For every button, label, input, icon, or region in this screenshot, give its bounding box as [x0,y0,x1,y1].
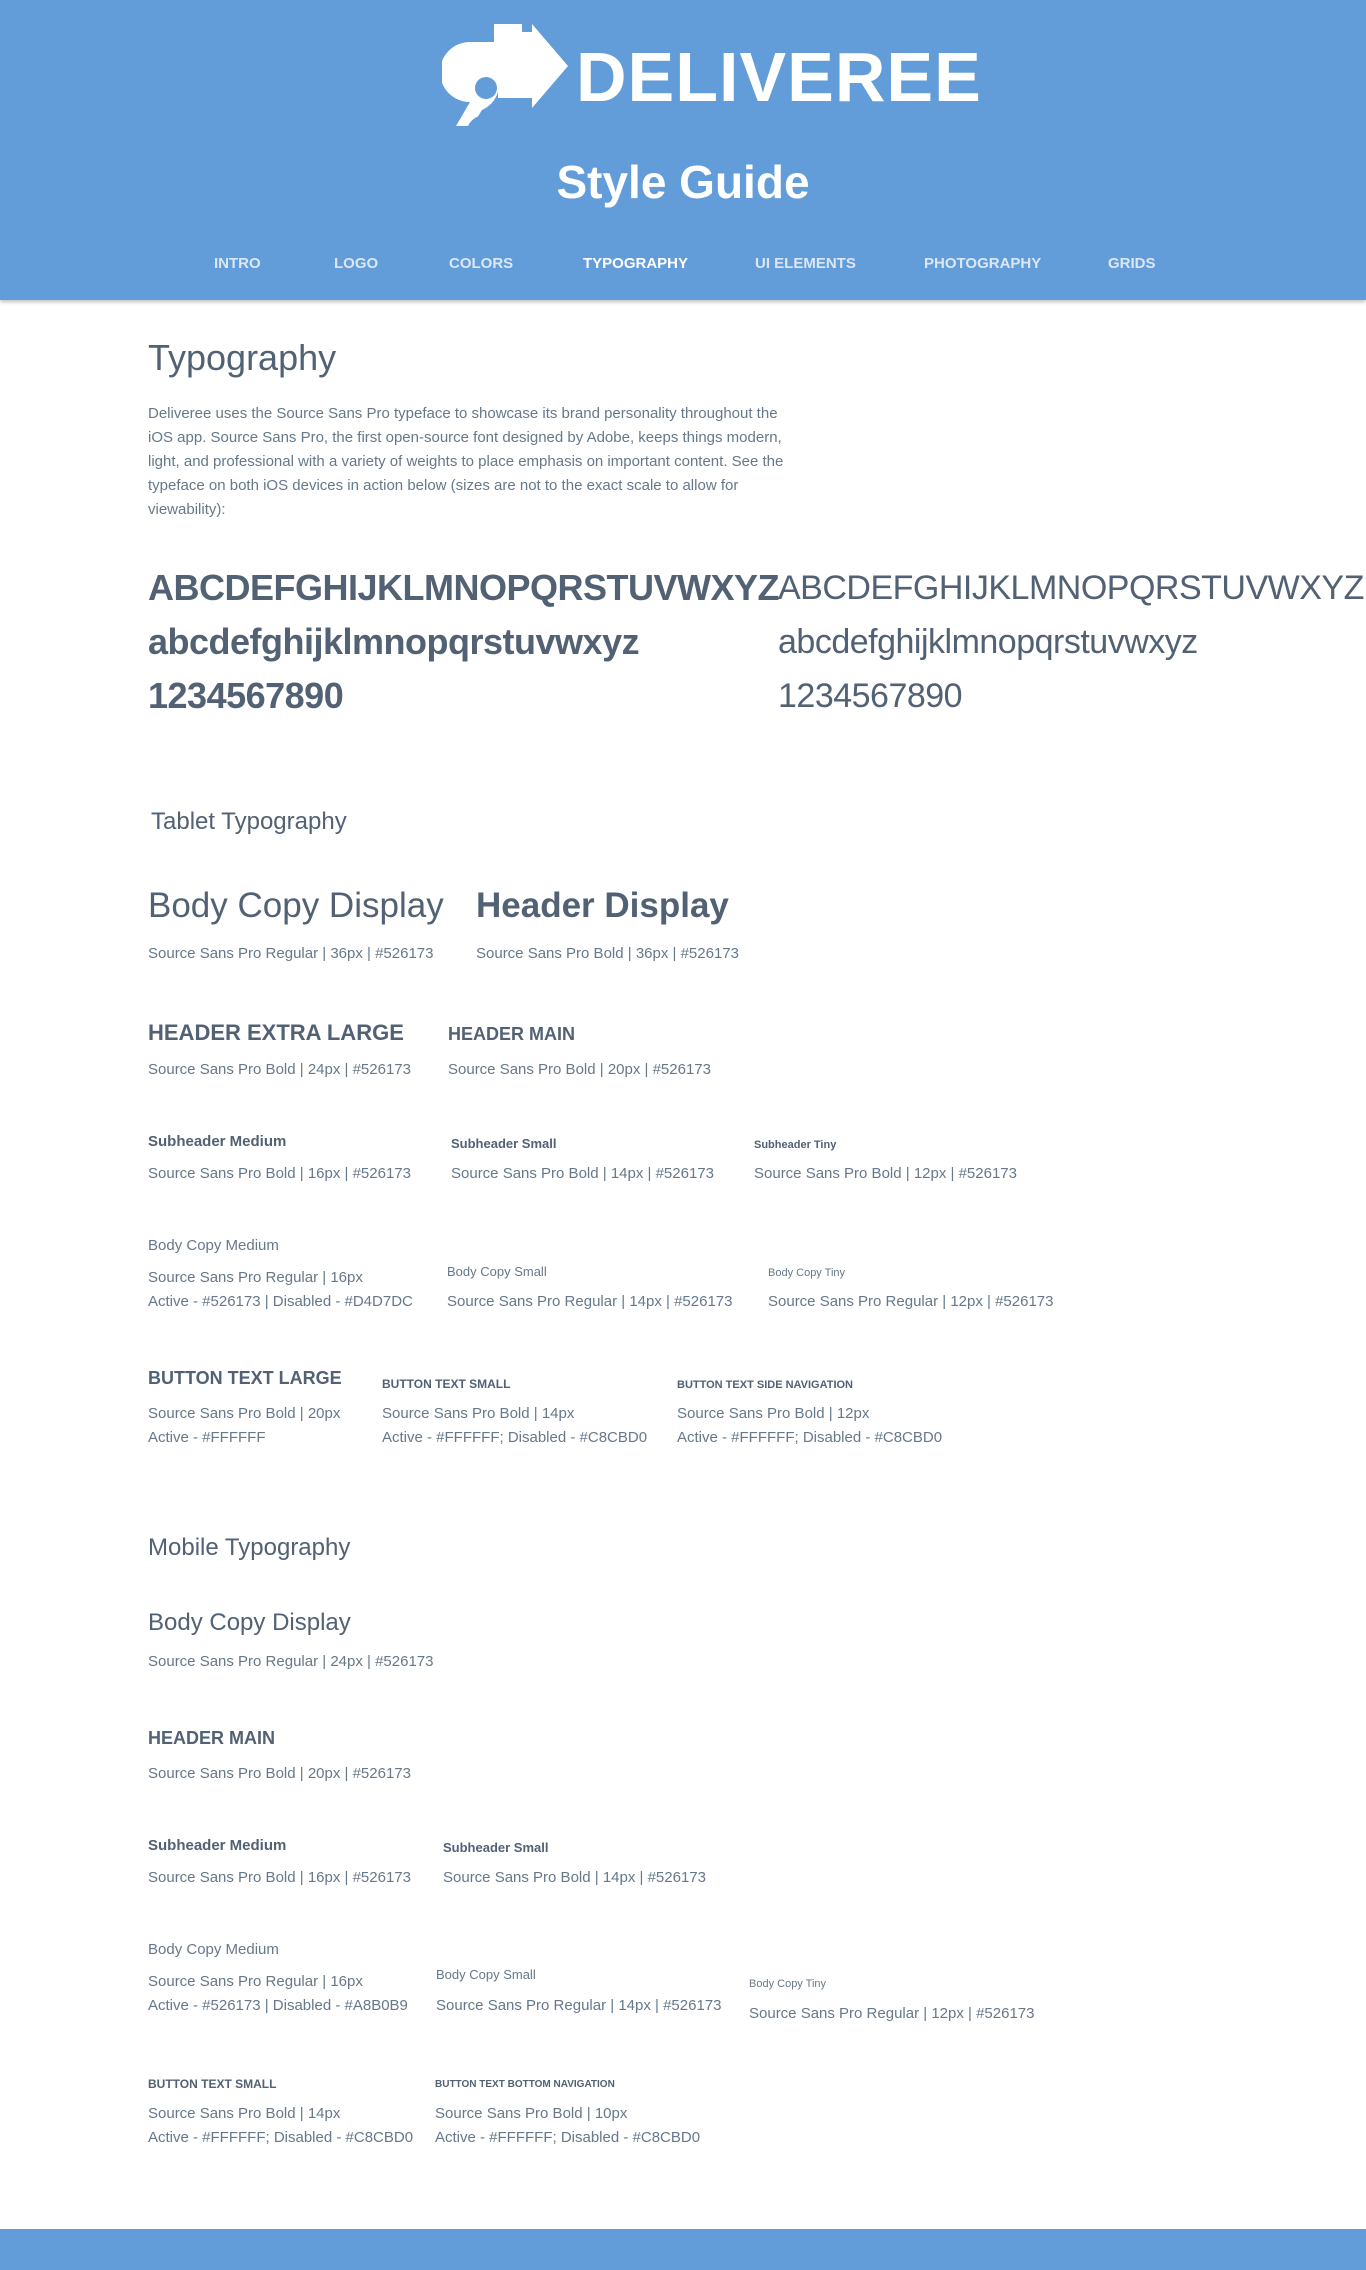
mobile-sub-small-spec: Source Sans Pro Bold | 14px | #526173 [443,1869,706,1886]
mobile-btn-small-colors: Active - #FFFFFF; Disabled - #C8CBD0 [148,2129,414,2146]
mobile-body-small-spec: Source Sans Pro Regular | 14px | #526173 [436,1997,722,2014]
page-title: Typography [148,337,337,378]
footer-bar [0,2229,1366,2270]
tablet-body-display-label: Body Copy Display [148,886,444,925]
tablet-body-medium-colors: Active - #526173 | Disabled - #D4D7DC [148,1293,413,1310]
mobile-body-small-label: Body Copy Small [436,1967,536,1982]
tablet-btn-side-spec: Source Sans Pro Bold | 12px [677,1405,870,1422]
tablet-body-display-spec: Source Sans Pro Regular | 36px | #526173 [148,945,434,962]
tablet-btn-small-label: BUTTON TEXT SMALL [382,1377,511,1391]
tablet-btn-side-label: BUTTON TEXT SIDE NAVIGATION [677,1379,854,1391]
mobile-sub-medium-label: Subheader Medium [148,1837,287,1854]
mobile-btn-bottom-spec: Source Sans Pro Bold | 10px [435,2105,628,2122]
tablet-btn-large-colors: Active - #FFFFFF [148,1429,266,1446]
tablet-btn-small-spec: Source Sans Pro Bold | 14px [382,1405,575,1422]
tablet-sub-tiny-spec: Source Sans Pro Bold | 12px | #526173 [754,1165,1017,1182]
tablet-btn-side-colors: Active - #FFFFFF; Disabled - #C8CBD0 [677,1429,943,1446]
site-header [0,0,1366,300]
mobile-sub-small-label: Subheader Small [443,1840,549,1855]
tablet-body-medium-spec: Source Sans Pro Regular | 16px [148,1269,363,1286]
nav-ui-elements[interactable]: UI ELEMENTS [755,255,856,272]
mobile-body-medium-spec: Source Sans Pro Regular | 16px [148,1973,363,1990]
specimen-regular-digits: 1234567890 [778,677,963,715]
mobile-body-medium-label: Body Copy Medium [148,1941,279,1958]
brand-name: DELIVEREE [576,38,982,116]
mobile-body-tiny-spec: Source Sans Pro Regular | 12px | #526173 [749,2005,1035,2022]
mobile-btn-bottom-label: BUTTON TEXT BOTTOM NAVIGATION [435,2079,615,2090]
tablet-heading: Tablet Typography [151,808,347,835]
mobile-header-main-label: HEADER MAIN [148,1728,276,1748]
tablet-sub-medium-spec: Source Sans Pro Bold | 16px | #526173 [148,1165,411,1182]
nav-photography[interactable]: PHOTOGRAPHY [924,255,1042,272]
mobile-btn-small-spec: Source Sans Pro Bold | 14px [148,2105,341,2122]
tablet-sub-tiny-label: Subheader Tiny [754,1139,837,1151]
mobile-body-display-spec: Source Sans Pro Regular | 24px | #526173 [148,1653,434,1670]
tablet-body-tiny-spec: Source Sans Pro Regular | 12px | #526173 [768,1293,1054,1310]
specimen-regular-lower: abcdefghijklmnopqrstuvwxyz [778,623,1198,661]
mobile-header-main-spec: Source Sans Pro Bold | 20px | #526173 [148,1765,411,1782]
mobile-btn-bottom-colors: Active - #FFFFFF; Disabled - #C8CBD0 [435,2129,701,2146]
nav-logo[interactable]: LOGO [334,255,379,272]
nav-colors[interactable]: COLORS [449,255,514,272]
nav-intro[interactable]: INTRO [214,255,261,272]
tablet-header-xl-spec: Source Sans Pro Bold | 24px | #526173 [148,1061,411,1078]
tablet-sub-small-label: Subheader Small [451,1136,557,1151]
tablet-body-tiny-label: Body Copy Tiny [768,1267,846,1279]
specimen-bold-lower: abcdefghijklmnopqrstuvwxyz [148,621,640,662]
tablet-btn-large-label: BUTTON TEXT LARGE [148,1368,342,1388]
tablet-header-display-spec: Source Sans Pro Bold | 36px | #526173 [476,945,739,962]
tablet-btn-small-colors: Active - #FFFFFF; Disabled - #C8CBD0 [382,1429,648,1446]
nav-typography[interactable]: TYPOGRAPHY [583,255,689,272]
tablet-sub-medium-label: Subheader Medium [148,1133,287,1150]
mobile-body-medium-colors: Active - #526173 | Disabled - #A8B0B9 [148,1997,408,2014]
specimen-regular-upper: ABCDEFGHIJKLMNOPQRSTUVWXYZ [778,569,1364,607]
tablet-header-xl-label: HEADER EXTRA LARGE [148,1020,404,1045]
style-guide-title: Style Guide [556,156,810,208]
tablet-body-small-spec: Source Sans Pro Regular | 14px | #526173 [447,1293,733,1310]
mobile-body-display-label: Body Copy Display [148,1609,351,1636]
mobile-heading: Mobile Typography [148,1534,351,1561]
intro-paragraph: Deliveree uses the Source Sans Pro typeface to showcase its brand personality throughout the iOS app. Source Sans Pro, the first open-source font designed by Adobe, keeps things modern, light, and professional with a variety of weights to place emphasis on important content. See the typeface on both iOS devices in action below (sizes are not to the exact scale to allow for viewability): [148,405,784,518]
mobile-body-tiny-label: Body Copy Tiny [749,1978,827,1990]
mobile-sub-medium-spec: Source Sans Pro Bold | 16px | #526173 [148,1869,411,1886]
tablet-header-main-label: HEADER MAIN [448,1024,576,1044]
specimen-bold-upper: ABCDEFGHIJKLMNOPQRSTUVWXYZ [148,567,780,608]
tablet-header-display-label: Header Display [476,886,729,925]
tablet-body-medium-label: Body Copy Medium [148,1237,279,1254]
nav-grids[interactable]: GRIDS [1108,255,1156,272]
specimen-bold-digits: 1234567890 [148,675,344,716]
deliveree-logo-icon [442,24,568,126]
tablet-sub-small-spec: Source Sans Pro Bold | 14px | #526173 [451,1165,714,1182]
tablet-btn-large-spec: Source Sans Pro Bold | 20px [148,1405,341,1422]
tablet-header-main-spec: Source Sans Pro Bold | 20px | #526173 [448,1061,711,1078]
mobile-btn-small-label: BUTTON TEXT SMALL [148,2077,277,2091]
tablet-body-small-label: Body Copy Small [447,1264,547,1279]
